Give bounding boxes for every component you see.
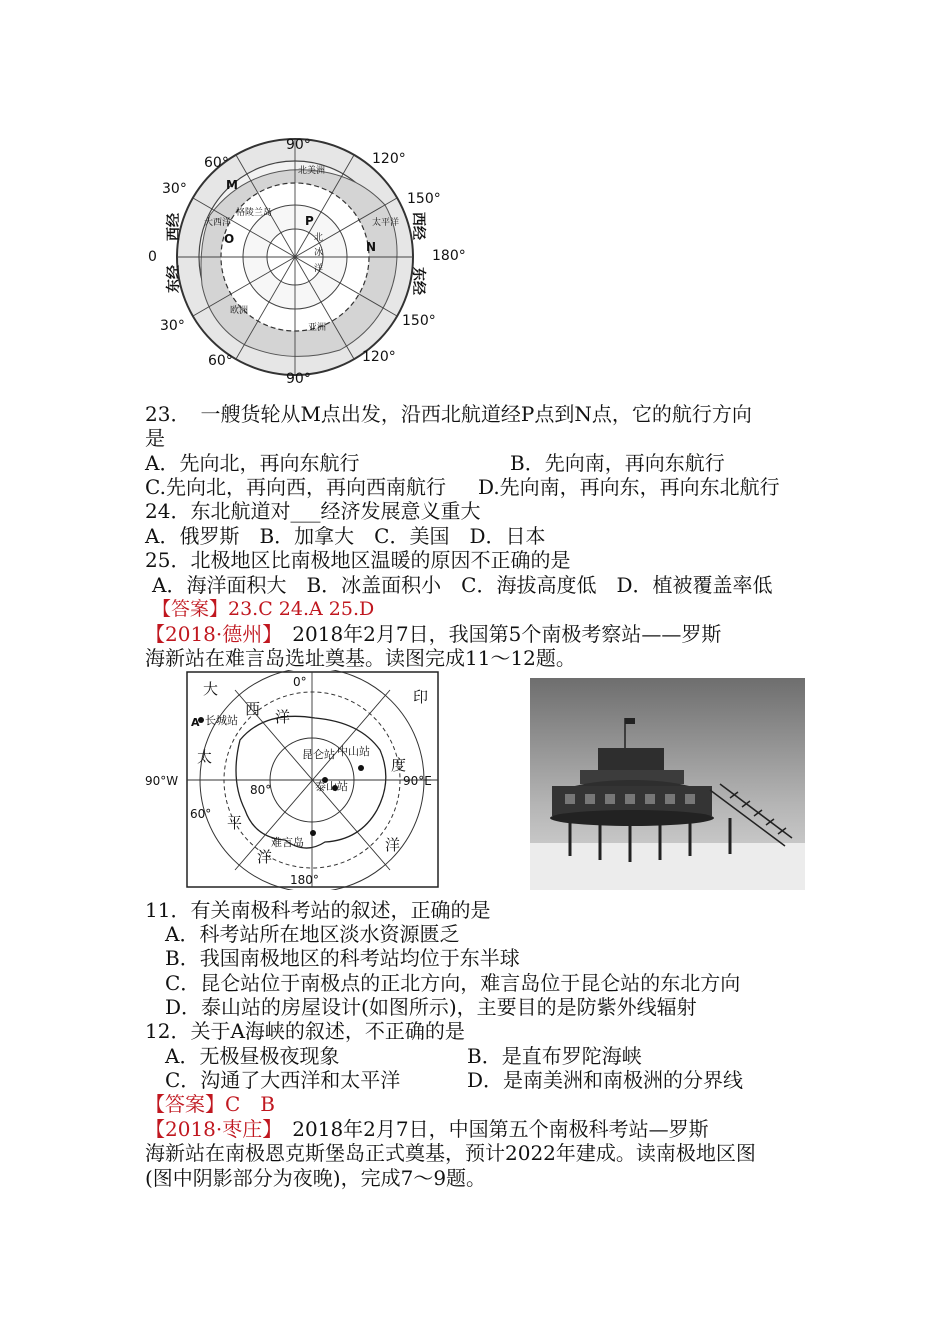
region-label: 亚洲	[308, 323, 327, 333]
ocean-label: 洋	[275, 708, 291, 726]
lon-label-90e: 90°E	[403, 774, 432, 788]
lon-label: 0	[148, 249, 157, 265]
q23-stem: 23． 一艘货轮从M点出发，沿西北航道经P点到N点，它的航行方向	[145, 402, 752, 426]
lon-label: 120°	[362, 349, 396, 365]
ocean-label: 大	[203, 680, 219, 698]
hemisphere-label: 东经	[410, 267, 426, 295]
q11-option-b: B．我国南极地区的科考站均位于东半球	[165, 946, 520, 970]
lon-label: 30°	[160, 318, 185, 334]
ocean-label: 洋	[385, 836, 401, 854]
antarctic-map-figure	[145, 670, 440, 890]
q24-options: A．俄罗斯 B．加拿大 C．美国 D．日本	[145, 524, 546, 548]
region-label: 北美洲	[298, 166, 326, 176]
source-zaozhuang-l2: 海新站在南极恩克斯堡岛正式奠基，预计2022年建成。读南极地区图	[145, 1141, 756, 1165]
hemisphere-label: 西经	[410, 212, 426, 240]
source-tag: 【2018·枣庄】	[145, 1117, 273, 1141]
point-label-o: O	[224, 232, 235, 246]
q23-option-b: B．先向南，再向东航行	[510, 451, 725, 475]
q11-option-a: A．科考站所在地区淡水资源匮乏	[165, 922, 460, 946]
region-label: 欧洲	[230, 306, 249, 316]
point-label-m: M	[226, 178, 238, 192]
source-zaozhuang-l1	[145, 1117, 709, 1141]
hemisphere-label: 东经	[166, 265, 182, 293]
q12-option-c: C．沟通了大西洋和太平洋	[165, 1068, 401, 1092]
q23-stem-cont: 是	[145, 426, 165, 450]
region-label: 大西洋	[204, 218, 232, 228]
ocean-label: 西	[245, 700, 261, 718]
lon-label: 60°	[204, 155, 229, 171]
q11-stem: 11．有关南极科考站的叙述，正确的是	[145, 898, 491, 922]
lon-label: 150°	[407, 191, 441, 207]
arctic-map-figure	[140, 125, 480, 390]
q12-option-d: D．是南美洲和南极洲的分界线	[467, 1068, 744, 1092]
station-label-nanyan: 难言岛	[271, 836, 304, 849]
q11-option-c: C．昆仑站位于南极点的正北方向，难言岛位于昆仑站的东北方向	[165, 971, 741, 995]
source-zaozhuang-l3: (图中阴影部分为夜晚)，完成7～9题。	[145, 1166, 487, 1190]
station-label-zhongshan: 中山站	[337, 745, 370, 758]
lat-label-80: 80°	[250, 783, 272, 797]
point-label-n: N	[366, 240, 377, 254]
q12-stem: 12．关于A海峡的叙述，不正确的是	[145, 1019, 465, 1043]
ocean-label: 洋	[257, 848, 273, 866]
q11-option-d: D．泰山站的房屋设计(如图所示)，主要目的是防紫外线辐射	[165, 995, 697, 1019]
ocean-label: 印	[413, 688, 429, 706]
lon-label-180: 180°	[290, 873, 319, 887]
region-label: 格陵兰岛	[236, 208, 273, 218]
q12-option-b: B．是直布罗陀海峡	[467, 1044, 642, 1068]
lon-label: 120°	[372, 151, 406, 167]
q23-option-a: A．先向北，再向东航行	[145, 451, 360, 475]
region-label: 北	[314, 233, 324, 243]
source-dezhou-l2: 海新站在难言岛选址奠基。读图完成11～12题。	[145, 646, 576, 670]
ocean-label: 平	[227, 814, 243, 832]
station-label-kunlun: 昆仑站	[302, 748, 335, 761]
lon-label-90w: 90°W	[145, 774, 179, 788]
lat-label-60: 60°	[190, 807, 212, 821]
q23-option-c: C.先向北，再向西，再向西南航行	[145, 475, 446, 499]
region-label: 太平洋	[372, 218, 400, 228]
lon-label: 90°	[286, 371, 311, 387]
strait-label-a: A	[191, 716, 200, 729]
q24-stem: 24．东北航道对___经济发展意义重大	[145, 499, 481, 523]
answer-23-25: 【答案】23.C 24.A 25.D	[152, 598, 375, 620]
point-label-p: P	[305, 214, 314, 228]
q12-option-a: A．无极昼极夜现象	[165, 1044, 340, 1068]
source-text: 2018年2月7日，中国第五个南极科考站—罗斯	[272, 1117, 709, 1141]
ocean-label: 太	[197, 748, 213, 766]
answer-11-12: 【答案】C B	[145, 1092, 275, 1116]
q25-options: A．海洋面积大 B．冰盖面积小 C．海拔高度低 D．植被覆盖率低	[152, 573, 773, 597]
ocean-label: 度	[391, 756, 407, 774]
q23-option-d: D.先向南，再向东，再向东北航行	[478, 475, 780, 499]
source-tag: 【2018·德州】	[145, 622, 273, 646]
hemisphere-label: 西经	[166, 213, 182, 241]
lon-label-0: 0°	[293, 675, 307, 689]
lon-label: 180°	[432, 248, 466, 264]
lon-label: 90°	[286, 137, 311, 153]
station-label-taishan: 泰山站	[315, 780, 348, 793]
region-label: 洋	[314, 264, 324, 274]
q25-stem: 25．北极地区比南极地区温暖的原因不正确的是	[145, 548, 571, 572]
lon-label: 60°	[208, 353, 233, 369]
lon-label: 30°	[162, 181, 187, 197]
taishan-station-photo	[530, 678, 805, 890]
lon-label: 150°	[402, 313, 436, 329]
station-label-changcheng: 长城站	[205, 714, 238, 727]
source-dezhou-l1	[145, 622, 721, 646]
region-label: 冰	[314, 248, 324, 258]
source-text: 2018年2月7日，我国第5个南极考察站——罗斯	[272, 622, 722, 646]
